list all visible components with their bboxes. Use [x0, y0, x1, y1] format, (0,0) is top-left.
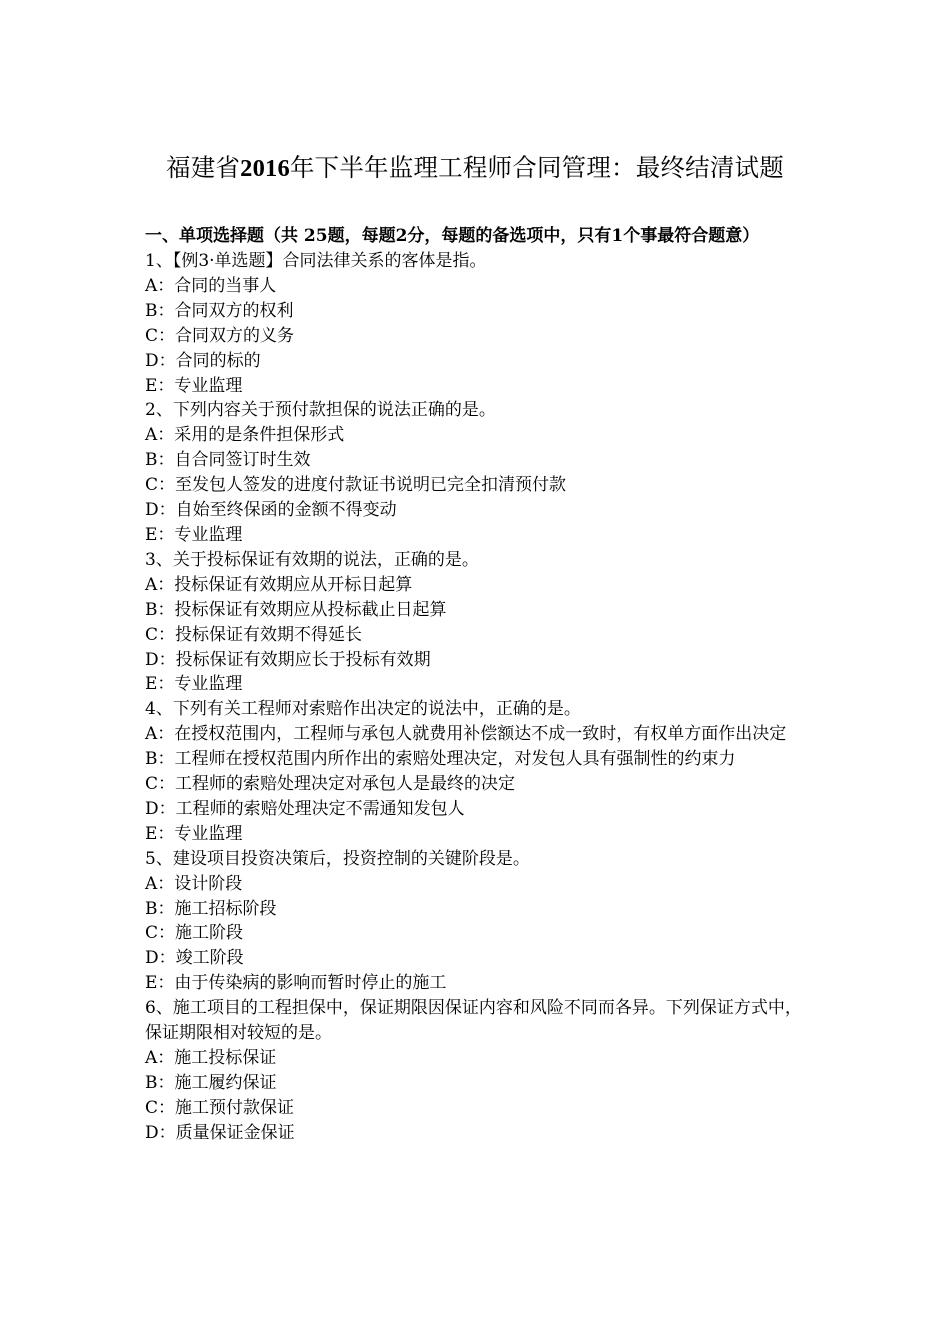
question-stem: 4、下列有关工程师对索赔作出决定的说法中，正确的是。: [145, 699, 581, 720]
option-e: E：专业监理: [145, 674, 243, 695]
question-stem: 3、关于投标保证有效期的说法，正确的是。: [145, 549, 479, 570]
question-1: [145, 249, 810, 398]
option-d: D：竣工阶段: [145, 948, 244, 969]
option-e: E：专业监理: [145, 524, 243, 545]
option-b: B：合同双方的权利: [145, 300, 294, 321]
question-stem: 6、施工项目的工程担保中，保证期限因保证内容和风险不同而各异。下列保证方式中，保证期限相对较短的是。: [145, 998, 802, 1044]
question-stem: 5、建设项目投资决策后，投资控制的关键阶段是。: [145, 848, 530, 869]
option-a: A：设计阶段: [145, 873, 243, 894]
option-d: D：质量保证金保证: [145, 1122, 295, 1143]
option-a: A：在授权范围内，工程师与承包人就费用补偿额达不成一致时，有权单方面作出决定: [145, 724, 787, 745]
option-e: E：专业监理: [145, 375, 243, 396]
title-prefix: 福建省: [166, 153, 241, 182]
option-d: D：投标保证有效期应长于投标有效期: [145, 649, 431, 670]
option-d: D：工程师的索赔处理决定不需通知发包人: [145, 798, 465, 819]
question-stem: 2、下列内容关于预付款担保的说法正确的是。: [145, 400, 496, 421]
option-c: C：施工阶段: [145, 923, 244, 944]
option-b: B：自合同签订时生效: [145, 450, 311, 471]
option-list: [145, 423, 810, 548]
option-list: [145, 274, 810, 399]
question-stem: 1、【例3·单选题】合同法律关系的客体是指。: [145, 251, 487, 271]
option-c: C：工程师的索赔处理决定对承包人是最终的决定: [145, 774, 516, 795]
question-4: [145, 697, 810, 846]
option-d: D：合同的标的: [145, 350, 261, 371]
option-d: D：自始至终保函的金额不得变动: [145, 500, 397, 521]
question-5: [145, 847, 810, 996]
title-year: 2016: [240, 155, 290, 182]
option-list: [145, 872, 810, 997]
option-a: A：采用的是条件担保形式: [145, 425, 345, 446]
option-c: C：施工预付款保证: [145, 1097, 295, 1118]
option-b: B：施工履约保证: [145, 1072, 277, 1093]
option-list: [145, 1046, 810, 1146]
option-c: C：至发包人签发的进度付款证书说明已完全扣清预付款: [145, 475, 567, 496]
title-suffix: 年下半年监理工程师合同管理：最终结清试题: [289, 153, 784, 182]
question-3: [145, 548, 810, 697]
option-list: [145, 573, 810, 698]
option-b: B：施工招标阶段: [145, 898, 277, 919]
option-c: C：投标保证有效期不得延长: [145, 624, 363, 645]
option-a: A：投标保证有效期应从开标日起算: [145, 574, 413, 595]
section-heading: 一、单项选择题（共 25题，每题2分，每题的备选项中，只有1个事最符合题意）: [145, 226, 760, 246]
option-e: E：专业监理: [145, 823, 243, 844]
option-list: [145, 722, 810, 847]
option-e: E：由于传染病的影响而暂时停止的施工: [145, 973, 447, 994]
option-b: B：投标保证有效期应从投标截止日起算: [145, 599, 447, 620]
option-c: C：合同双方的义务: [145, 325, 295, 346]
question-6: [145, 996, 810, 1145]
option-a: A：施工投标保证: [145, 1048, 277, 1068]
page-title: [0, 150, 950, 187]
option-b: B：工程师在授权范围内所作出的索赔处理决定，对发包人具有强制性的约束力: [145, 749, 736, 770]
question-2: [145, 398, 810, 547]
option-a: A：合同的当事人: [145, 275, 277, 296]
document-body: [145, 224, 810, 1146]
